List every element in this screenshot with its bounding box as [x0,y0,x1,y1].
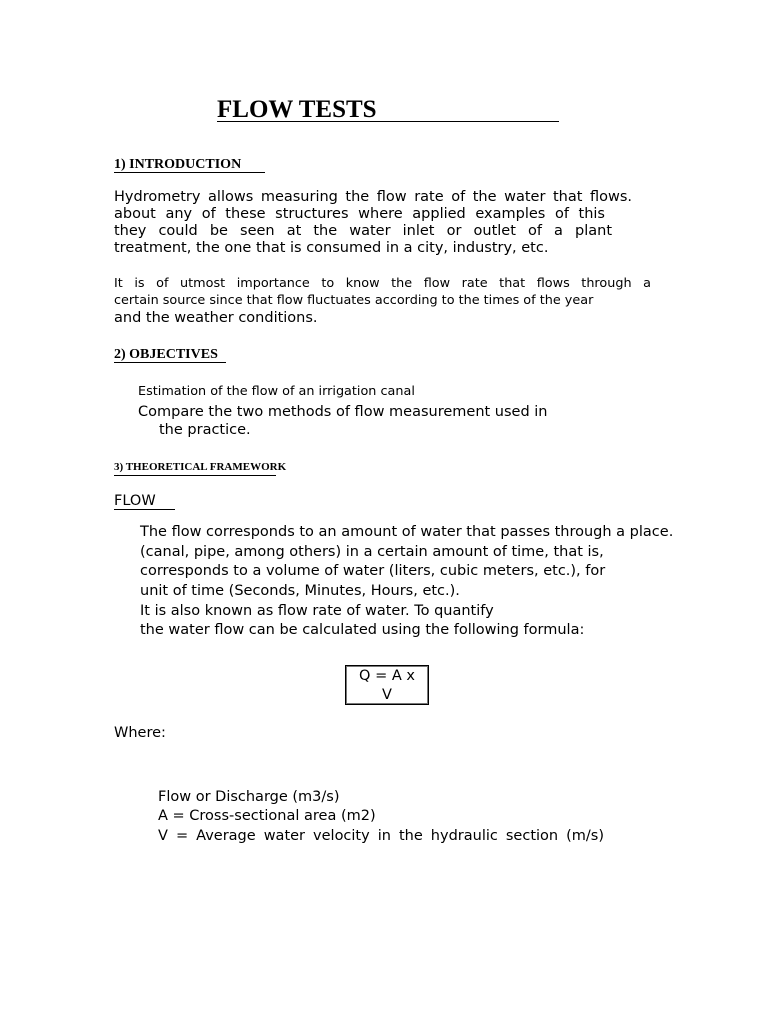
flow-paragraph-line: (canal, pipe, among others) in a certain amount of time, that is, [140,544,604,560]
intro-paragraph-line: treatment, the one that is consumed in a city, industry, etc. [114,240,549,256]
flow-paragraph-line: unit of time (Seconds, Minutes, Hours, etc.). [140,583,460,599]
objectives-underline [114,362,226,363]
framework-underline [114,475,276,476]
formula-line: V [382,687,392,703]
definition-item: A = Cross-sectional area (m2) [158,808,376,824]
objective-text-continuation: the practice. [159,422,251,438]
objective-text: Estimation of the flow of an irrigation canal [138,384,415,399]
intro-paragraph-line: they could be seen at the water inlet or outlet of a plant [114,223,612,239]
formula-line: Q = A x [359,668,415,684]
section-heading-objectives: 2) OBJECTIVES [114,347,218,362]
objective-item [138,401,548,421]
flow-paragraph-line: corresponds to a volume of water (liters, cubic meters, etc.), for [140,563,606,579]
title-underline [217,121,559,122]
flow-paragraph-line: The flow corresponds to an amount of water that passes through a place. [140,524,674,540]
intro-paragraph-line: about any of these structures where applied examples of this [114,206,605,222]
formula-box [345,665,429,705]
introduction-underline [114,172,265,173]
intro-paragraph2-line: certain source since that flow fluctuates according to the times of the year [114,293,594,308]
flow-underline [114,509,175,510]
flow-paragraph-line: It is also known as flow rate of water. To quantify [140,603,494,619]
where-label: Where: [114,725,166,741]
definition-item: Flow or Discharge (m3/s) [158,789,340,805]
intro-paragraph-line: Hydrometry allows measuring the flow rate of the water that flows. [114,189,632,205]
intro-paragraph2-line: and the weather conditions. [114,310,318,326]
section-heading-theoretical-framework: 3) THEORETICAL FRAMEWORK [114,461,287,473]
section-heading-introduction: 1) INTRODUCTION [114,157,242,172]
flow-paragraph-line: the water flow can be calculated using the following formula: [140,622,585,638]
flow-subheading: FLOW [114,493,156,509]
document-title: FLOW TESTS [217,96,377,123]
intro-paragraph2-line: It is of utmost importance to know the flow rate that flows through a [114,276,651,291]
objective-item [138,380,415,400]
definition-item: V = Average water velocity in the hydraulic section (m/s) [158,828,604,844]
objective-text: Compare the two methods of flow measurement used in [138,404,548,420]
